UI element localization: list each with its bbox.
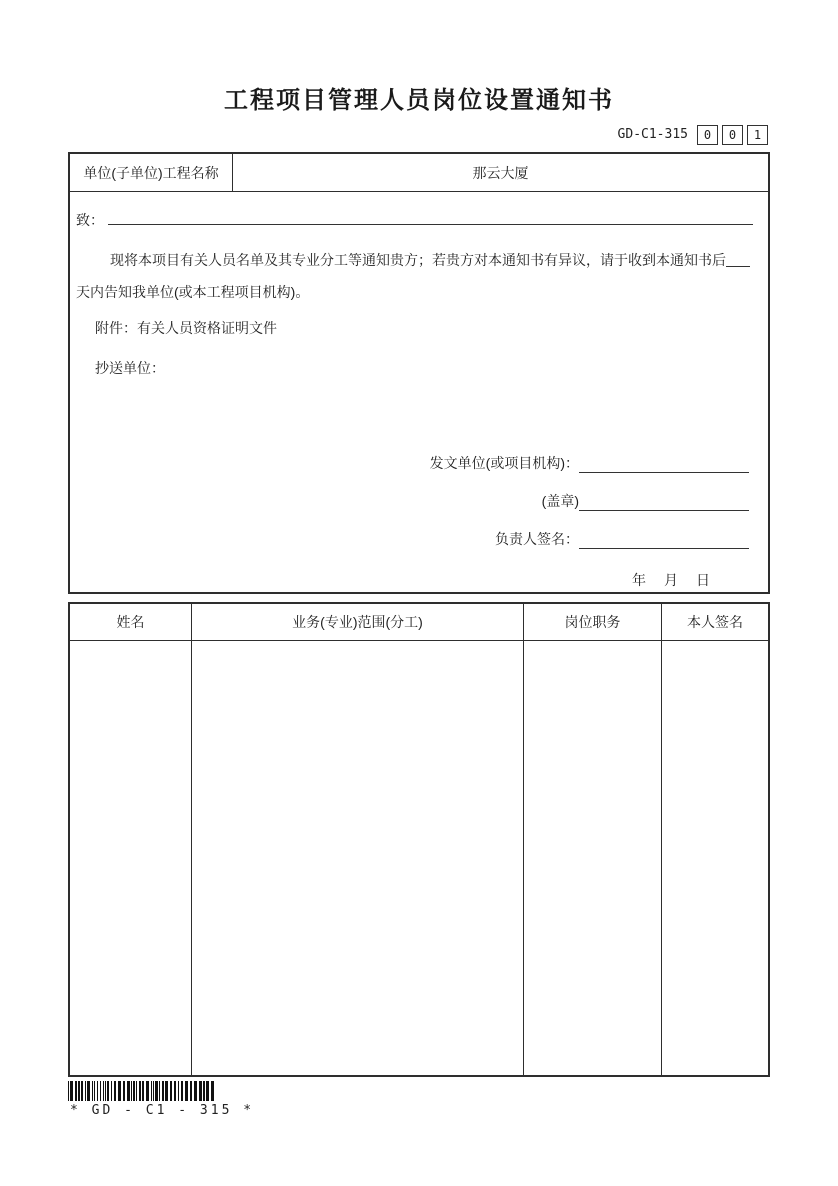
table-body-cell-position <box>524 641 662 1075</box>
to-blank-field <box>108 210 753 225</box>
table-body-cell-name <box>70 641 192 1075</box>
table-body-cell-scope <box>192 641 524 1075</box>
project-name-value: 那云大厦 <box>472 164 529 181</box>
project-name-row <box>70 154 768 192</box>
form-upper-section <box>68 152 770 594</box>
cc-line: 抄送单位： <box>95 360 165 376</box>
form-code-box-1: 0 <box>697 125 718 145</box>
table-header-position: 岗位职务 <box>524 604 662 641</box>
days-blank-field <box>726 250 750 267</box>
issuer-blank-field <box>579 457 749 473</box>
signer-blank-field <box>579 533 749 549</box>
signer-row <box>329 532 749 549</box>
table-body-cell-signature <box>662 641 768 1075</box>
body-text-line1: 现将本项目有关人员名单及其专业分工等通知贵方；若贵方对本通知书有异议，请于收到本通知书后 <box>110 252 726 268</box>
signer-label: 负责人签名： <box>495 531 579 547</box>
table-header-scope: 业务(专业)范围(分工) <box>192 604 524 641</box>
form-code-box-3: 1 <box>747 125 768 145</box>
body-text-line2: 天内告知我单位(或本工程项目机构)。 <box>76 284 310 300</box>
to-line <box>76 210 753 230</box>
form-code <box>618 124 768 145</box>
table-header-name: 姓名 <box>70 604 192 641</box>
issuer-row <box>329 456 749 473</box>
date-line: 年 月 日 <box>632 572 712 588</box>
personnel-table <box>68 602 770 1077</box>
seal-row <box>329 494 749 511</box>
seal-label: (盖章) <box>541 493 579 509</box>
page-title: 工程项目管理人员岗位设置通知书 <box>224 87 614 114</box>
form-code-label: GD-C1-315 <box>617 127 688 142</box>
barcode-text: * GD - C1 - 315 * <box>70 1103 255 1118</box>
issuer-block <box>329 456 749 590</box>
seal-blank-field <box>579 495 749 511</box>
project-name-label: 单位(子单位)工程名称 <box>70 154 233 191</box>
form-code-box-2: 0 <box>722 125 743 145</box>
table-header-signature: 本人签名 <box>662 604 768 641</box>
barcode <box>68 1081 268 1119</box>
issuer-label: 发文单位(或项目机构)： <box>429 455 579 471</box>
attachment-line: 附件：有关人员资格证明文件 <box>95 320 277 336</box>
to-label: 致： <box>76 212 104 228</box>
barcode-image <box>68 1081 216 1101</box>
